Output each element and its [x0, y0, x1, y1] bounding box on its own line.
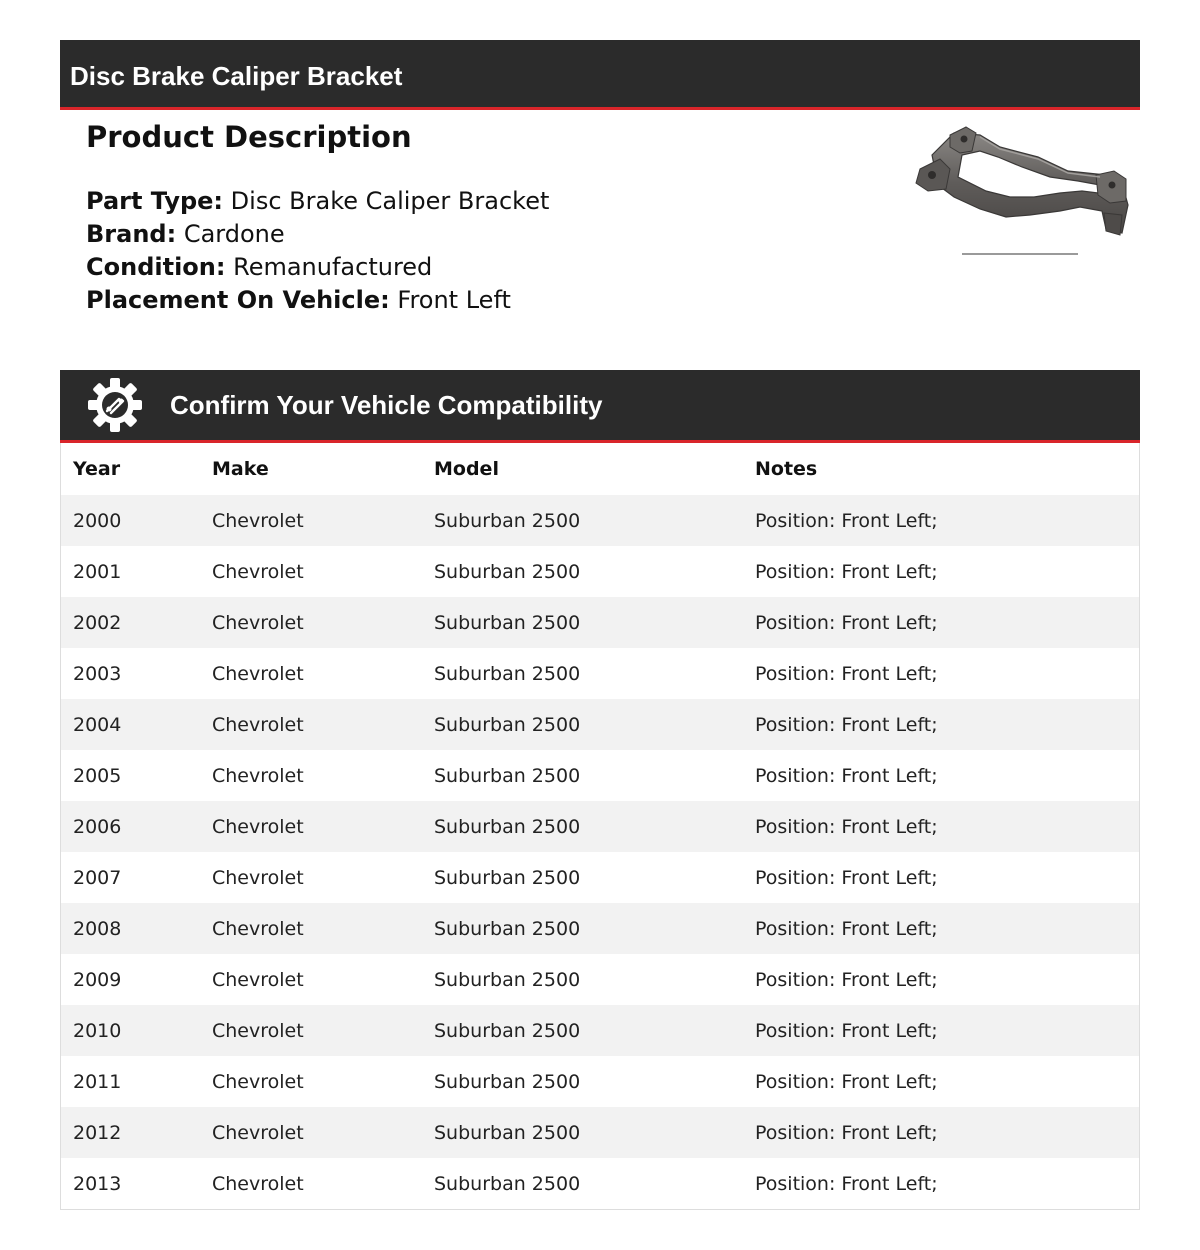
cell-year: 2009	[61, 954, 201, 1005]
cell-year: 2008	[61, 903, 201, 954]
cell-model: Suburban 2500	[422, 954, 743, 1005]
cell-make: Chevrolet	[200, 546, 422, 597]
table-row	[61, 1158, 1140, 1210]
cell-make: Chevrolet	[200, 801, 422, 852]
table-row	[61, 699, 1140, 750]
product-description-section	[60, 110, 1140, 370]
cell-model: Suburban 2500	[422, 495, 743, 546]
cell-notes: Position: Front Left;	[743, 801, 1140, 852]
cell-model: Suburban 2500	[422, 699, 743, 750]
table-row	[61, 648, 1140, 699]
cell-make: Chevrolet	[200, 1005, 422, 1056]
spec-label: Condition:	[86, 253, 226, 281]
table-row	[61, 954, 1140, 1005]
column-header-make: Make	[212, 458, 269, 480]
table-row	[61, 801, 1140, 852]
table-row	[61, 1056, 1140, 1107]
cell-make: Chevrolet	[200, 648, 422, 699]
cell-notes: Position: Front Left;	[743, 1107, 1140, 1158]
cell-notes: Position: Front Left;	[743, 648, 1140, 699]
cell-model: Suburban 2500	[422, 648, 743, 699]
cell-year: 2012	[61, 1107, 201, 1158]
cell-year: 2001	[61, 546, 201, 597]
cell-model: Suburban 2500	[422, 1158, 743, 1210]
spec-value: Disc Brake Caliper Bracket	[230, 187, 550, 215]
cell-model: Suburban 2500	[422, 546, 743, 597]
compatibility-bar	[60, 370, 1140, 443]
cell-notes: Position: Front Left;	[743, 495, 1140, 546]
spec-label: Part Type:	[86, 187, 224, 215]
table-row	[61, 852, 1140, 903]
cell-model: Suburban 2500	[422, 1005, 743, 1056]
cell-notes: Position: Front Left;	[743, 750, 1140, 801]
column-header-model: Model	[434, 458, 499, 480]
spec-label: Brand:	[86, 220, 177, 248]
cell-notes: Position: Front Left;	[743, 1056, 1140, 1107]
column-header-notes: Notes	[755, 458, 818, 480]
product-page	[60, 40, 1140, 1210]
spec-list	[86, 185, 549, 317]
cell-notes: Position: Front Left;	[743, 597, 1140, 648]
cell-year: 2006	[61, 801, 201, 852]
cell-make: Chevrolet	[200, 1158, 422, 1210]
cell-model: Suburban 2500	[422, 1056, 743, 1107]
table-row	[61, 597, 1140, 648]
cell-year: 2007	[61, 852, 201, 903]
spec-value: Remanufactured	[233, 253, 433, 281]
cell-make: Chevrolet	[200, 903, 422, 954]
cell-make: Chevrolet	[200, 954, 422, 1005]
cell-notes: Position: Front Left;	[743, 1158, 1140, 1210]
table-header-row	[61, 443, 1140, 495]
column-header-year: Year	[73, 458, 121, 480]
cell-year: 2002	[61, 597, 201, 648]
cell-notes: Position: Front Left;	[743, 954, 1140, 1005]
cell-year: 2004	[61, 699, 201, 750]
cell-model: Suburban 2500	[422, 1107, 743, 1158]
cell-notes: Position: Front Left;	[743, 699, 1140, 750]
compatibility-title: Confirm Your Vehicle Compatibility	[170, 389, 603, 420]
spec-label: Placement On Vehicle:	[86, 286, 390, 314]
product-title: Disc Brake Caliper Bracket	[70, 61, 403, 91]
spec-part-type	[86, 185, 549, 218]
cell-model: Suburban 2500	[422, 903, 743, 954]
cell-make: Chevrolet	[200, 597, 422, 648]
cell-make: Chevrolet	[200, 1056, 422, 1107]
table-row	[61, 903, 1140, 954]
table-row	[61, 546, 1140, 597]
cell-make: Chevrolet	[200, 1107, 422, 1158]
cell-year: 2003	[61, 648, 201, 699]
table-row	[61, 1107, 1140, 1158]
table-row	[61, 1005, 1140, 1056]
cell-make: Chevrolet	[200, 495, 422, 546]
cell-make: Chevrolet	[200, 852, 422, 903]
spec-value: Front Left	[397, 286, 511, 314]
product-title-bar	[60, 40, 1140, 110]
cell-model: Suburban 2500	[422, 801, 743, 852]
table-row	[61, 750, 1140, 801]
cell-make: Chevrolet	[200, 750, 422, 801]
spec-placement	[86, 284, 549, 317]
spec-brand	[86, 218, 549, 251]
cell-year: 2010	[61, 1005, 201, 1056]
spec-condition	[86, 251, 549, 284]
brake-caliper-bracket-image	[910, 125, 1130, 260]
cell-notes: Position: Front Left;	[743, 852, 1140, 903]
cell-notes: Position: Front Left;	[743, 903, 1140, 954]
cell-make: Chevrolet	[200, 699, 422, 750]
cell-year: 2000	[61, 495, 201, 546]
gear-icon	[85, 375, 145, 435]
cell-model: Suburban 2500	[422, 750, 743, 801]
cell-year: 2013	[61, 1158, 201, 1210]
cell-model: Suburban 2500	[422, 852, 743, 903]
cell-year: 2005	[61, 750, 201, 801]
compatibility-table	[60, 443, 1140, 1210]
cell-notes: Position: Front Left;	[743, 1005, 1140, 1056]
cell-model: Suburban 2500	[422, 597, 743, 648]
spec-value: Cardone	[183, 220, 285, 248]
compatibility-table-body	[61, 495, 1140, 1210]
table-row	[61, 495, 1140, 546]
product-description-heading: Product Description	[86, 120, 412, 154]
cell-notes: Position: Front Left;	[743, 546, 1140, 597]
cell-year: 2011	[61, 1056, 201, 1107]
